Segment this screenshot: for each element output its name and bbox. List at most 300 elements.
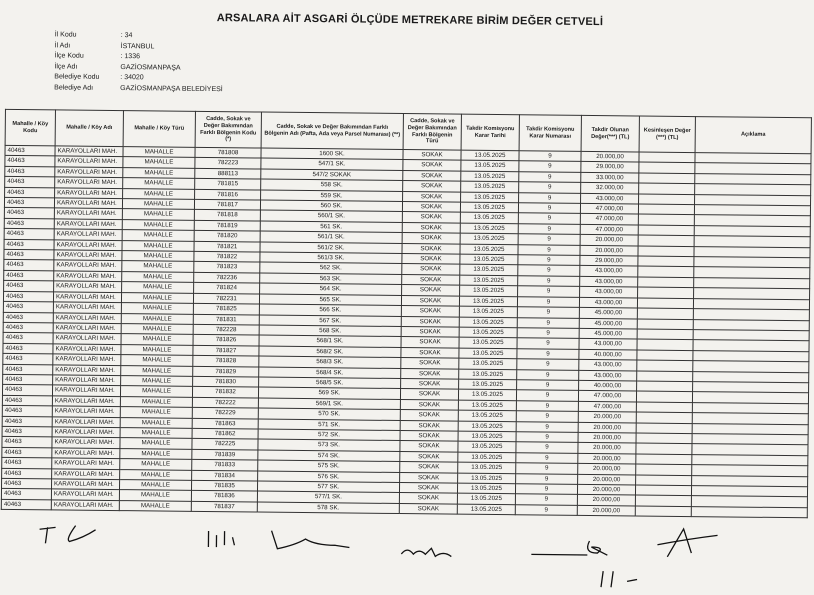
table-cell: 561 SK. (260, 221, 402, 233)
table-cell: KARAYOLLARI MAH. (55, 156, 123, 167)
table-cell: 40463 (4, 229, 54, 240)
table-cell (637, 339, 693, 350)
table-cell: 40463 (2, 458, 52, 469)
table-cell: 40463 (3, 312, 53, 323)
table-cell: 29.000,00 (581, 162, 639, 173)
table-cell (637, 350, 693, 361)
table-cell: 9 (517, 359, 579, 370)
table-cell: SOKAK (401, 378, 459, 389)
table-cell: 9 (517, 338, 579, 349)
table-cell: 13.05.2025 (458, 441, 516, 452)
table-cell: KARAYOLLARI MAH. (54, 240, 122, 251)
table-cell: KARAYOLLARI MAH. (54, 250, 122, 261)
table-cell: MAHALLE (120, 438, 192, 449)
table-cell: 13.05.2025 (459, 296, 517, 307)
table-cell: 20.000,00 (580, 245, 638, 256)
table-cell (635, 485, 691, 496)
table-cell: KARAYOLLARI MAH. (55, 167, 123, 178)
table-cell: MAHALLE (120, 417, 192, 428)
table-cell: MAHALLE (122, 219, 194, 230)
table-cell (639, 183, 695, 194)
table-cell (637, 298, 693, 309)
table-cell: 781836 (191, 491, 257, 502)
table-cell: 40463 (2, 395, 52, 406)
column-header: Mahalle / Köy Kodu (5, 109, 55, 146)
table-cell: MAHALLE (119, 480, 191, 491)
table-cell: 20.000,00 (578, 474, 636, 485)
table-cell: 9 (519, 151, 581, 162)
table-cell: 9 (515, 494, 577, 505)
table-cell: 13.05.2025 (458, 431, 516, 442)
table-cell: 40463 (4, 239, 54, 250)
table-cell: 9 (517, 380, 579, 391)
table-cell: 40463 (2, 385, 52, 396)
table-cell: 45.000,00 (579, 318, 637, 329)
table-cell: 13.05.2025 (459, 348, 517, 359)
table-cell: 9 (516, 442, 578, 453)
table-cell: MAHALLE (122, 230, 194, 241)
table-cell: MAHALLE (120, 396, 192, 407)
table-cell: 9 (518, 286, 580, 297)
table-cell: 560 SK. (260, 200, 402, 212)
table-cell: 40463 (2, 416, 52, 427)
table-cell: MAHALLE (121, 365, 193, 376)
table-cell: KARAYOLLARI MAH. (53, 302, 121, 313)
table-cell (638, 287, 694, 298)
table-cell: 13.05.2025 (461, 171, 519, 182)
table-cell: 575 SK. (258, 460, 400, 472)
table-cell: 13.05.2025 (460, 254, 518, 265)
table-cell: 781863 (192, 418, 258, 429)
table-cell: 9 (516, 400, 578, 411)
table-cell: 9 (516, 473, 578, 484)
table-cell (637, 371, 693, 382)
table-cell: 9 (517, 317, 579, 328)
table-cell: 578 SK. (257, 502, 399, 514)
table-cell: SOKAK (399, 503, 457, 514)
table-cell (639, 194, 695, 205)
table-cell: 781831 (193, 314, 259, 325)
table-cell: SOKAK (402, 264, 460, 275)
table-cell: SOKAK (401, 306, 459, 317)
table-cell: 13.05.2025 (457, 494, 515, 505)
table-cell: MAHALLE (120, 407, 192, 418)
table-cell (638, 246, 694, 257)
table-cell: 781820 (194, 231, 260, 242)
table-cell: 40463 (3, 343, 53, 354)
table-cell: 13.05.2025 (461, 161, 519, 172)
table-cell: MAHALLE (123, 188, 195, 199)
table-cell: MAHALLE (121, 313, 193, 324)
table-cell: SOKAK (401, 347, 459, 358)
table-cell: 9 (519, 192, 581, 203)
column-header: Mahalle / Köy Türü (123, 111, 195, 148)
table-cell: 571 SK. (258, 419, 400, 431)
table-cell: KARAYOLLARI MAH. (52, 385, 120, 396)
table-cell: SOKAK (402, 285, 460, 296)
table-cell: 781862 (192, 428, 258, 439)
table-cell: 20.000,00 (577, 505, 635, 516)
table-cell: 561/1 SK. (260, 231, 402, 243)
table-cell: SOKAK (402, 233, 460, 244)
table-cell: 13.05.2025 (458, 473, 516, 484)
table-cell: MAHALLE (123, 167, 195, 178)
table-cell: 572 SK. (258, 429, 400, 441)
table-cell: 781834 (192, 470, 258, 481)
table-cell: 43.000,00 (581, 193, 639, 204)
table-cell: 561/3 SK. (260, 252, 402, 264)
table-cell (638, 235, 694, 246)
table-cell: 568/5 SK. (259, 377, 401, 389)
info-label: İl Adı (54, 41, 71, 50)
table-cell: 574 SK. (258, 450, 400, 462)
table-cell: 29.000,00 (580, 255, 638, 266)
table-cell: KARAYOLLARI MAH. (55, 146, 123, 157)
table-cell: 9 (518, 244, 580, 255)
table-cell: 13.05.2025 (458, 389, 516, 400)
signature-1 (35, 519, 105, 550)
table-cell: 565 SK. (259, 294, 401, 306)
table-cell: KARAYOLLARI MAH. (52, 427, 120, 438)
table-cell: 13.05.2025 (459, 337, 517, 348)
table-cell: KARAYOLLARI MAH. (54, 271, 122, 282)
table-cell: MAHALLE (122, 261, 194, 272)
table-cell: MAHALLE (120, 386, 192, 397)
table-cell: MAHALLE (121, 344, 193, 355)
signature-5 (527, 534, 617, 565)
table-cell: 573 SK. (258, 439, 400, 451)
table-cell (636, 443, 692, 454)
table-cell: 781827 (193, 345, 259, 356)
table-cell: 32.000,00 (581, 183, 639, 194)
table-cell: 47.000,00 (580, 224, 638, 235)
table-cell: 564 SK. (260, 283, 402, 295)
table-cell: 9 (518, 203, 580, 214)
table-cell: SOKAK (400, 441, 458, 452)
table-cell: MAHALLE (120, 428, 192, 439)
table-cell: 43.000,00 (579, 297, 637, 308)
table-cell: 40463 (4, 281, 54, 292)
table-cell: 47.000,00 (578, 401, 636, 412)
table-cell: MAHALLE (121, 303, 193, 314)
table-cell: 13.05.2025 (457, 504, 515, 515)
table-cell: MAHALLE (121, 376, 193, 387)
table-cell: 9 (515, 484, 577, 495)
table-cell: 9 (518, 265, 580, 276)
table-cell (637, 381, 693, 392)
table-cell: SOKAK (402, 274, 460, 285)
table-cell: 9 (517, 307, 579, 318)
table-cell: 9 (517, 296, 579, 307)
table-cell: 45.000,00 (579, 328, 637, 339)
table-cell: 782231 (193, 293, 259, 304)
table-cell: 40463 (4, 218, 54, 229)
table-cell: 40463 (5, 156, 55, 167)
table-cell (691, 506, 807, 518)
table-cell (636, 454, 692, 465)
table-cell: 1600 SK. (261, 148, 403, 160)
table-cell: 20.000,00 (581, 151, 639, 162)
table-cell: 781826 (193, 335, 259, 346)
table-cell: KARAYOLLARI MAH. (52, 448, 120, 459)
table-cell: MAHALLE (123, 157, 195, 168)
table-cell: 9 (518, 213, 580, 224)
table-cell: 567 SK. (259, 315, 401, 327)
column-header: Cadde, Sokak ve Değer Bakımından Farklı Bölgenin Adı (Pafta, Ada veya Parsel Numarası) (**) (261, 112, 403, 149)
table-cell: 40463 (3, 364, 53, 375)
table-cell: 47.000,00 (580, 214, 638, 225)
table-cell: 577/1 SK. (257, 491, 399, 503)
table-cell: 782236 (194, 272, 260, 283)
table-cell: 45.000,00 (579, 307, 637, 318)
table-cell: 40463 (3, 333, 53, 344)
table-cell: KARAYOLLARI MAH. (53, 292, 121, 303)
table-cell: 47.000,00 (580, 203, 638, 214)
table-cell: 781832 (192, 387, 258, 398)
table-cell: 40463 (4, 260, 54, 271)
table-cell: SOKAK (401, 326, 459, 337)
table-cell: KARAYOLLARI MAH. (52, 468, 120, 479)
table-cell: SOKAK (402, 254, 460, 265)
table-cell: MAHALLE (122, 209, 194, 220)
table-cell: KARAYOLLARI MAH. (52, 458, 120, 469)
table-cell (639, 162, 695, 173)
table-cell: KARAYOLLARI MAH. (53, 364, 121, 375)
table-cell: 43.000,00 (580, 287, 638, 298)
table-cell: 9 (515, 505, 577, 516)
table-cell: 20.000,00 (578, 432, 636, 443)
table-cell (637, 329, 693, 340)
table-cell: 13.05.2025 (458, 400, 516, 411)
table-cell: 576 SK. (258, 471, 400, 483)
column-header: Mahalle / Köy Adı (55, 110, 123, 147)
table-cell: 13.05.2025 (460, 275, 518, 286)
table-cell: 560/1 SK. (260, 210, 402, 222)
table-cell: 782225 (192, 439, 258, 450)
table-cell: 13.05.2025 (460, 233, 518, 244)
value-table (1, 109, 812, 519)
table-cell: 40.000,00 (579, 349, 637, 360)
table-cell: KARAYOLLARI MAH. (51, 500, 119, 511)
table-cell: 13.05.2025 (460, 223, 518, 234)
table-cell: KARAYOLLARI MAH. (51, 479, 119, 490)
info-value: : 1336 (120, 53, 141, 61)
table-cell (637, 318, 693, 329)
table-cell: 781830 (193, 376, 259, 387)
info-label: İl Kodu (54, 31, 77, 39)
table-cell: 13.05.2025 (459, 327, 517, 338)
table-cell (637, 360, 693, 371)
table-cell: KARAYOLLARI MAH. (53, 323, 121, 334)
table-cell: 781815 (195, 179, 261, 190)
table-cell (639, 173, 695, 184)
info-value: İSTANBUL (120, 42, 155, 51)
info-label: İlçe Kodu (54, 52, 84, 60)
table-cell: 558 SK. (261, 179, 403, 191)
table-cell: 13.05.2025 (460, 265, 518, 276)
table-cell: KARAYOLLARI MAH. (53, 354, 121, 365)
table-cell: 40463 (2, 405, 52, 416)
table-cell: 13.05.2025 (458, 452, 516, 463)
table-cell: 9 (516, 463, 578, 474)
signature-7 (595, 567, 655, 592)
table-cell: 40463 (5, 145, 55, 156)
table-cell: MAHALLE (122, 199, 194, 210)
table-cell: MAHALLE (120, 448, 192, 459)
table-cell: 570 SK. (258, 408, 400, 420)
table-cell: 40463 (4, 270, 54, 281)
signature-6 (637, 523, 727, 564)
table-cell: MAHALLE (123, 147, 195, 158)
table-cell: MAHALLE (122, 282, 194, 293)
table-cell: KARAYOLLARI MAH. (55, 188, 123, 199)
table-cell: 568 SK. (259, 325, 401, 337)
table-cell: 9 (518, 234, 580, 245)
table-cell: 43.000,00 (580, 276, 638, 287)
table-cell: 33.000,00 (581, 172, 639, 183)
table-cell: SOKAK (401, 337, 459, 348)
table-cell: SOKAK (402, 212, 460, 223)
table-cell: 563 SK. (260, 273, 402, 285)
table-cell: 40463 (4, 197, 54, 208)
table-cell: SOKAK (401, 295, 459, 306)
table-cell: 13.05.2025 (461, 181, 519, 192)
table-cell: 40463 (5, 177, 55, 188)
table-cell: 9 (517, 369, 579, 380)
table-cell: KARAYOLLARI MAH. (53, 333, 121, 344)
table-cell: 9 (517, 348, 579, 359)
column-header: Kesinleşen Değer (***) (TL) (639, 116, 695, 153)
table-cell: SOKAK (399, 483, 457, 494)
table-cell: 43.000,00 (579, 370, 637, 381)
table-cell: 562 SK. (260, 262, 402, 274)
table-cell: 40463 (5, 166, 55, 177)
table-cell: MAHALLE (120, 459, 192, 470)
table-cell: 9 (516, 421, 578, 432)
table-cell: 40463 (2, 478, 52, 489)
signature-3 (265, 519, 355, 560)
table-cell: KARAYOLLARI MAH. (54, 198, 122, 209)
table-cell (636, 464, 692, 475)
column-header: Takdir Olunan Değer(***) (TL) (581, 115, 639, 152)
table-cell: 781817 (194, 199, 260, 210)
table-cell: 43.000,00 (579, 339, 637, 350)
info-value: : 34020 (120, 74, 144, 82)
table-cell: SOKAK (400, 399, 458, 410)
table-cell: 561/2 SK. (260, 242, 402, 254)
table-cell: 781822 (194, 251, 260, 262)
table-cell: 13.05.2025 (460, 202, 518, 213)
table-cell: 9 (519, 161, 581, 172)
table-cell: SOKAK (402, 222, 460, 233)
table-cell: 20.000,00 (578, 453, 636, 464)
table-cell: 782222 (192, 397, 258, 408)
table-cell: 13.05.2025 (460, 244, 518, 255)
table-cell: 9 (518, 255, 580, 266)
table-cell: 9 (516, 390, 578, 401)
column-header: Takdir Komisyonu Karar Numarası (519, 115, 581, 152)
table-cell (635, 506, 691, 517)
table-cell (638, 225, 694, 236)
table-cell: 20.000,00 (580, 235, 638, 246)
table-cell: SOKAK (403, 150, 461, 161)
table-cell (638, 204, 694, 215)
table-cell: 13.05.2025 (459, 306, 517, 317)
table-cell: 9 (518, 276, 580, 287)
table-cell: 568/1 SK. (259, 335, 401, 347)
table-cell: 40463 (3, 322, 53, 333)
table-cell: 9 (519, 172, 581, 183)
signature-4 (397, 540, 457, 561)
table-cell: 40.000,00 (579, 380, 637, 391)
table-cell: 781819 (194, 220, 260, 231)
info-value: GAZİOSMANPAŞA BELEDİYESİ (120, 85, 223, 94)
table-cell: 9 (516, 453, 578, 464)
table-cell: 20.000,00 (577, 495, 635, 506)
table-cell: SOKAK (400, 451, 458, 462)
table-cell: 13.05.2025 (459, 317, 517, 328)
table-cell: 20.000,00 (578, 464, 636, 475)
table-cell: 781823 (194, 262, 260, 273)
table-cell: MAHALLE (121, 355, 193, 366)
table-cell: SOKAK (400, 472, 458, 483)
table-cell: SOKAK (400, 462, 458, 473)
table-cell: SOKAK (400, 420, 458, 431)
table-cell: 559 SK. (261, 190, 403, 202)
table-cell: 781824 (194, 283, 260, 294)
table-cell: 13.05.2025 (461, 150, 519, 161)
column-header: Açıklama (695, 117, 811, 154)
table-cell: 40463 (4, 249, 54, 260)
table-cell: SOKAK (402, 243, 460, 254)
table-cell: SOKAK (399, 493, 457, 504)
table-cell: 47.000,00 (578, 391, 636, 402)
table-cell: KARAYOLLARI MAH. (52, 437, 120, 448)
table-cell: SOKAK (403, 191, 461, 202)
table-cell (638, 256, 694, 267)
table-cell: 9 (516, 432, 578, 443)
table-cell: 13.05.2025 (459, 358, 517, 369)
table-cell: 547/1 SK. (261, 158, 403, 170)
table-cell: 781833 (192, 460, 258, 471)
table-cell: MAHALLE (119, 500, 191, 511)
table-cell: KARAYOLLARI MAH. (54, 208, 122, 219)
table-cell: 781818 (194, 210, 260, 221)
table-cell: 9 (518, 224, 580, 235)
table-cell: 9 (516, 411, 578, 422)
table-cell: KARAYOLLARI MAH. (53, 375, 121, 386)
table-cell: 20.000,00 (578, 412, 636, 423)
table-cell (639, 152, 695, 163)
table-cell: 888113 (195, 168, 261, 179)
table-cell (635, 495, 691, 506)
table-cell: 20.000,00 (578, 422, 636, 433)
table-cell: 40463 (2, 447, 52, 458)
table-cell: MAHALLE (120, 469, 192, 480)
table-cell: 40463 (5, 187, 55, 198)
table-cell: 781839 (192, 449, 258, 460)
table-cell: 566 SK. (259, 304, 401, 316)
table-cell: MAHALLE (123, 178, 195, 189)
table-cell (638, 266, 694, 277)
table-cell: 781828 (193, 355, 259, 366)
table-cell (636, 423, 692, 434)
table-cell: 569/1 SK. (258, 398, 400, 410)
table-cell: SOKAK (402, 202, 460, 213)
table-cell: SOKAK (401, 368, 459, 379)
table-cell: 568/2 SK. (259, 346, 401, 358)
table-cell: 40463 (3, 291, 53, 302)
